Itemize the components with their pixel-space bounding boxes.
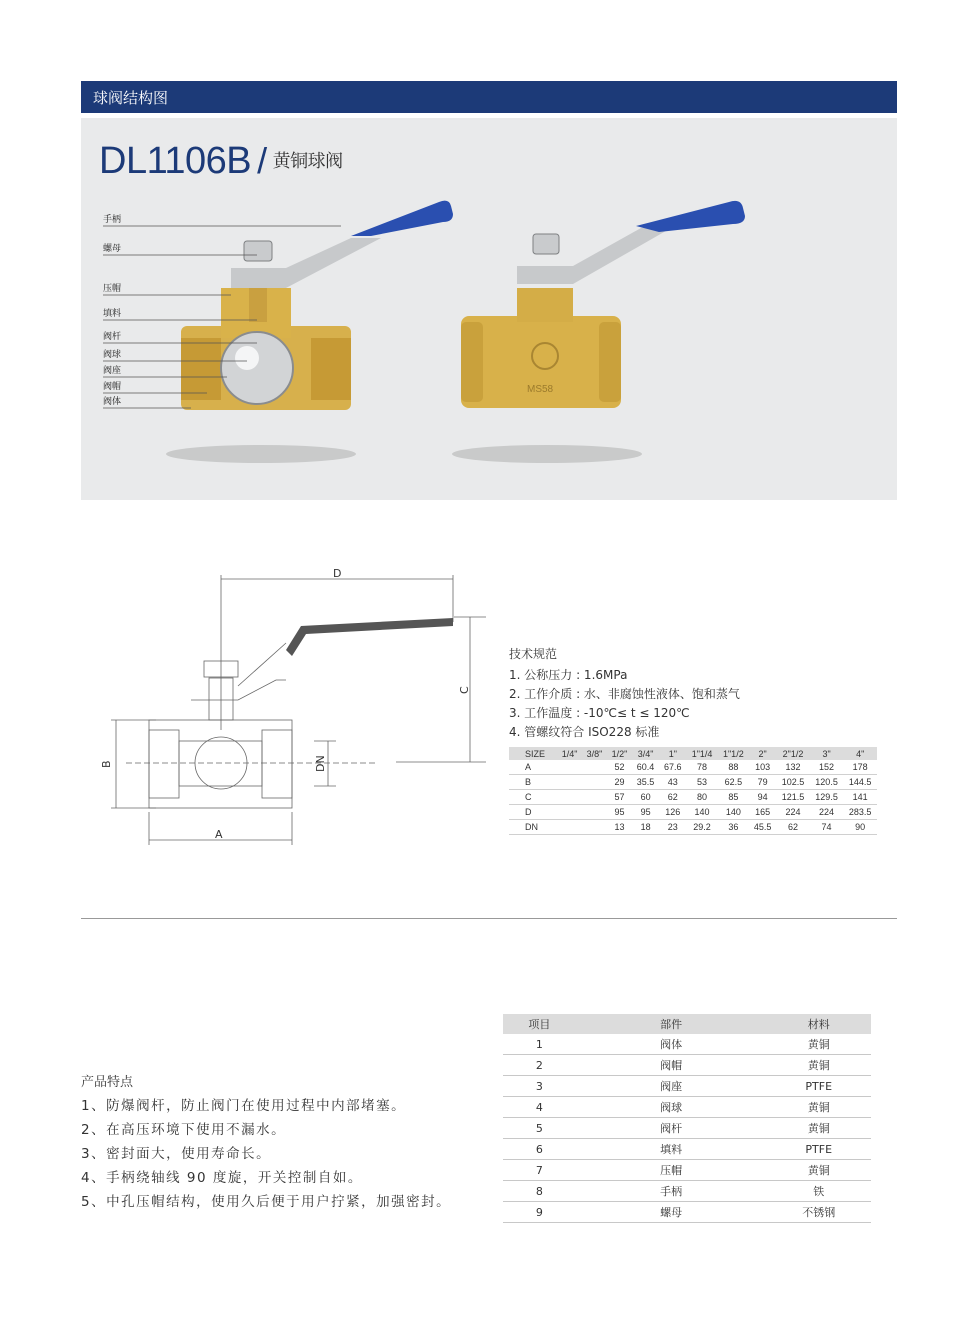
callout-gland: 压帽 [103, 284, 122, 294]
table-cell: 121.5 [776, 790, 810, 805]
section-title: 球阀结构图 [93, 89, 169, 107]
table-cell: 283.5 [843, 805, 877, 820]
table-cell: 144.5 [843, 775, 877, 790]
shadow-left [166, 445, 356, 463]
table-cell: 黄铜 [766, 1118, 871, 1139]
table-header-cell: 1/2" [607, 747, 632, 760]
table-cell: 填料 [576, 1139, 767, 1160]
spec-line: 3. 工作温度 : -10℃≤ t ≤ 120℃ [509, 706, 690, 720]
table-header-cell: 材料 [766, 1014, 871, 1034]
table-row [509, 790, 877, 805]
model-number: DL1106B [99, 140, 252, 182]
spec-line: 1. 公称压力 : 1.6MPa [509, 668, 628, 682]
table-cell: 阀杆 [576, 1118, 767, 1139]
callout-handle: 手柄 [103, 215, 122, 225]
table-cell: 140 [686, 805, 717, 820]
callout-packing: 填料 [103, 309, 122, 319]
table-cell: PTFE [766, 1139, 871, 1160]
callout-stem: 阀杆 [103, 332, 122, 342]
callout-cap: 阀帽 [103, 382, 122, 392]
dim-label-a: A [215, 828, 223, 841]
table-header-cell: 1"1/2 [718, 747, 749, 760]
callout-body: 阀体 [103, 397, 122, 407]
table-cell: 140 [718, 805, 749, 820]
table-header-cell: 3/4" [632, 747, 659, 760]
table-cell: 74 [810, 820, 844, 835]
assembled-valve [461, 201, 745, 408]
table-cell: 黄铜 [766, 1055, 871, 1076]
table-cell: 1 [503, 1034, 576, 1055]
table-cell: 53 [686, 775, 717, 790]
table-cell: 95 [607, 805, 632, 820]
table-cell: 黄铜 [766, 1034, 871, 1055]
table-cell: 黄铜 [766, 1160, 871, 1181]
section-header [81, 81, 897, 113]
table-row [509, 760, 877, 775]
cutaway-valve [181, 201, 453, 410]
table-cell: 80 [686, 790, 717, 805]
table-header-row [509, 747, 877, 760]
table-cell [557, 790, 582, 805]
table-cell: 94 [749, 790, 776, 805]
table-cell: 阀帽 [576, 1055, 767, 1076]
table-cell: 129.5 [810, 790, 844, 805]
table-header-cell: SIZE [509, 747, 557, 760]
table-cell: 60 [632, 790, 659, 805]
photo-marking: MS58 [527, 384, 554, 395]
callout-nut: 螺母 [103, 244, 122, 254]
table-cell: PTFE [766, 1076, 871, 1097]
table-header-row [503, 1014, 871, 1034]
table-header-cell: 3/8" [582, 747, 607, 760]
product-name: 黄铜球阀 [272, 151, 343, 171]
feature-item: 4、手柄绕轴线 90 度旋，开关控制自如。 [81, 1170, 363, 1186]
table-row [503, 1076, 871, 1097]
table-row [503, 1097, 871, 1118]
table-cell: 88 [718, 760, 749, 775]
table-cell: DN [509, 820, 557, 835]
table-cell: 13 [607, 820, 632, 835]
table-cell: 103 [749, 760, 776, 775]
table-header-cell: 2" [749, 747, 776, 760]
table-cell: 18 [632, 820, 659, 835]
table-cell [582, 805, 607, 820]
table-cell: 23 [659, 820, 686, 835]
table-header-cell: 项目 [503, 1014, 576, 1034]
table-cell: 60.4 [632, 760, 659, 775]
table-header-cell: 3" [810, 747, 844, 760]
table-row [509, 820, 877, 835]
handle-left [351, 201, 453, 236]
table-header-cell: 1"1/4 [686, 747, 717, 760]
drawing-handle [286, 618, 453, 656]
table-row [503, 1160, 871, 1181]
model-slash: / [257, 140, 267, 181]
table-cell: 165 [749, 805, 776, 820]
table-cell: 7 [503, 1160, 576, 1181]
table-cell [582, 760, 607, 775]
table-cell: 90 [843, 820, 877, 835]
table-row [509, 805, 877, 820]
dim-label-b: B [100, 760, 113, 768]
table-cell: 螺母 [576, 1202, 767, 1223]
spec-line: 2. 工作介质 : 水、非腐蚀性液体、饱和蒸气 [509, 687, 740, 701]
table-cell: 8 [503, 1181, 576, 1202]
feature-item: 3、密封面大，使用寿命长。 [81, 1146, 272, 1162]
dim-label-c: C [458, 686, 471, 694]
dim-label-d: D [333, 567, 342, 580]
table-cell: 36 [718, 820, 749, 835]
feature-item: 2、在高压环境下使用不漏水。 [81, 1122, 287, 1138]
table-cell: A [509, 760, 557, 775]
table-cell: 79 [749, 775, 776, 790]
product-model-heading [99, 140, 343, 183]
table-cell: 102.5 [776, 775, 810, 790]
table-cell: D [509, 805, 557, 820]
table-cell: 铁 [766, 1181, 871, 1202]
dim-label-dn: DN [314, 755, 327, 772]
table-header-cell: 部件 [576, 1014, 767, 1034]
table-cell: 阀体 [576, 1034, 767, 1055]
spec-line: 4. 管螺纹符合 ISO228 标准 [509, 725, 660, 739]
table-cell: 67.6 [659, 760, 686, 775]
table-cell: 6 [503, 1139, 576, 1160]
table-cell: 35.5 [632, 775, 659, 790]
section-divider [81, 918, 897, 919]
table-cell: 224 [776, 805, 810, 820]
table-cell: 4 [503, 1097, 576, 1118]
table-cell: 62 [776, 820, 810, 835]
feature-item: 5、中孔压帽结构，使用久后便于用户拧紧，加强密封。 [81, 1194, 452, 1210]
table-header-cell: 2"1/2 [776, 747, 810, 760]
table-cell: 52 [607, 760, 632, 775]
callout-ball: 阀球 [103, 350, 122, 360]
table-cell: 29 [607, 775, 632, 790]
table-cell: 85 [718, 790, 749, 805]
table-cell: 62.5 [718, 775, 749, 790]
table-cell: 压帽 [576, 1160, 767, 1181]
table-cell [557, 760, 582, 775]
table-row [503, 1202, 871, 1223]
table-cell [557, 775, 582, 790]
table-cell: 132 [776, 760, 810, 775]
spec-title: 技术规范 [509, 647, 558, 661]
table-cell: 178 [843, 760, 877, 775]
table-cell: 45.5 [749, 820, 776, 835]
table-row [509, 775, 877, 790]
features-title: 产品特点 [81, 1075, 134, 1090]
table-row [503, 1055, 871, 1076]
table-row [503, 1139, 871, 1160]
handle-right [636, 201, 745, 232]
table-cell: 黄铜 [766, 1097, 871, 1118]
table-cell: 141 [843, 790, 877, 805]
table-cell: 3 [503, 1076, 576, 1097]
table-cell: 62 [659, 790, 686, 805]
feature-item: 1、防爆阀杆，防止阀门在使用过程中内部堵塞。 [81, 1098, 407, 1114]
table-cell: 阀座 [576, 1076, 767, 1097]
table-row [503, 1118, 871, 1139]
table-cell: 224 [810, 805, 844, 820]
table-cell: 78 [686, 760, 717, 775]
table-cell: 57 [607, 790, 632, 805]
table-cell: 不锈钢 [766, 1202, 871, 1223]
table-cell: 95 [632, 805, 659, 820]
table-cell: C [509, 790, 557, 805]
table-cell: 5 [503, 1118, 576, 1139]
shadow-right [452, 445, 642, 463]
table-row [503, 1034, 871, 1055]
table-cell: 120.5 [810, 775, 844, 790]
table-cell [557, 820, 582, 835]
dimension-drawing [96, 560, 496, 860]
table-cell [582, 775, 607, 790]
product-photo-panel [81, 118, 897, 500]
table-header-cell: 1" [659, 747, 686, 760]
table-cell: 43 [659, 775, 686, 790]
parts-table [503, 1014, 871, 1223]
table-cell: 2 [503, 1055, 576, 1076]
table-header-cell: 1/4" [557, 747, 582, 760]
table-cell: 阀球 [576, 1097, 767, 1118]
table-cell [557, 805, 582, 820]
table-cell: 126 [659, 805, 686, 820]
table-row [503, 1181, 871, 1202]
table-header-cell: 4" [843, 747, 877, 760]
table-cell [582, 820, 607, 835]
table-cell: 9 [503, 1202, 576, 1223]
table-cell: 手柄 [576, 1181, 767, 1202]
table-cell: B [509, 775, 557, 790]
dimension-table [509, 747, 877, 835]
table-cell [582, 790, 607, 805]
callout-seat: 阀座 [103, 366, 122, 376]
table-cell: 29.2 [686, 820, 717, 835]
table-cell: 152 [810, 760, 844, 775]
